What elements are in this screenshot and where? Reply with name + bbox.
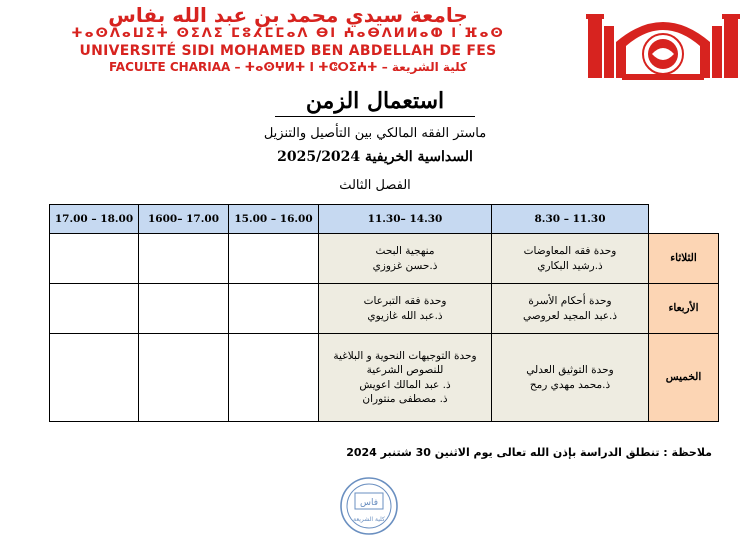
empty-cell xyxy=(139,284,229,334)
table-row xyxy=(50,234,719,284)
faculty-name: FACULTE CHARIAA – ⵜⴰⵙⵖⵍⵜ ⵏ ⵜⵛⵔⵉⵄⵜ – كلية الشريعة xyxy=(108,60,467,74)
course-title: منهجية البحث xyxy=(375,245,435,258)
corner-cell xyxy=(649,205,719,234)
timetable xyxy=(49,204,719,422)
course-cell xyxy=(319,334,492,422)
empty-cell xyxy=(50,284,139,334)
course-teacher: ذ.حسن غزوزي xyxy=(372,259,438,272)
empty-cell xyxy=(229,234,319,284)
course-teacher: ذ.عبد الله غازيوي xyxy=(367,309,443,322)
day-cell: الخميس xyxy=(649,334,719,422)
course-cell xyxy=(492,284,649,334)
empty-cell xyxy=(139,334,229,422)
course-cell xyxy=(319,234,492,284)
university-name-arabic: جامعة سيدي محمد بن عبد الله بفاس xyxy=(108,3,468,27)
course-title: وحدة التوثيق العدلي xyxy=(526,364,614,377)
faculty-stamp-icon xyxy=(334,475,404,537)
time-slot-header: 17.00 –1600 xyxy=(139,205,229,234)
title-underline xyxy=(275,116,475,117)
empty-cell xyxy=(139,234,229,284)
course-cell xyxy=(492,334,649,422)
course-title-continued: للنصوص الشرعية xyxy=(366,364,444,377)
timetable-header-row xyxy=(50,205,719,234)
course-title: وحدة التوجيهات النحوية و البلاغية xyxy=(333,350,477,363)
term-label: الفصل الثالث xyxy=(339,178,411,193)
time-slot-header: 16.00 – 15.00 xyxy=(229,205,319,234)
empty-cell xyxy=(229,334,319,422)
course-title: وحدة فقه المعاوضات xyxy=(523,245,617,258)
course-teacher: ذ.محمد مهدي رمح xyxy=(529,378,611,391)
page-title: استعمال الزمن xyxy=(305,88,445,114)
course-cell xyxy=(492,234,649,284)
program-name: ماستر الفقه المالكي بين التأصيل والتنزيل xyxy=(263,126,487,141)
stamp-faculty: كلية الشريعة xyxy=(353,516,385,523)
time-slot-header: 14.30 –11.30 xyxy=(319,205,492,234)
time-slot-header: 18.00 – 17.00 xyxy=(50,205,139,234)
day-cell: الثلاثاء xyxy=(649,234,719,284)
university-name-tifinagh: ⵜⴰⵙⴷⴰⵡⵉⵜ ⵙⵉⴷⵉ ⵎⵓⵃⵎⵎⴰⴷ ⴱⵏ ⵄⴰⴱⴷⵍⵍⴰⵀ ⵏ ⴼⴰⵙ xyxy=(71,26,505,41)
empty-cell xyxy=(50,334,139,422)
course-title: وحدة أحكام الأسرة xyxy=(528,295,612,308)
note-text: ملاحظة : تنطلق الدراسة بإذن الله تعالى يوم الاثنين 30 شتنبر 2024 xyxy=(346,446,712,459)
table-row xyxy=(50,334,719,422)
semester-label: السداسية الخريفية 2025/2024 xyxy=(277,149,473,165)
university-name-french: UNIVERSITÉ SIDI MOHAMED BEN ABDELLAH DE FES xyxy=(79,43,497,59)
course-title: وحدة فقه التبرعات xyxy=(363,295,447,308)
time-slot-header: 11.30 – 8.30 xyxy=(492,205,649,234)
course-teacher: ذ. عبد المالك اعويش xyxy=(359,378,451,391)
empty-cell xyxy=(50,234,139,284)
day-cell: الأربعاء xyxy=(649,284,719,334)
course-cell xyxy=(319,284,492,334)
course-teacher: ذ.عبد المجيد لعروصي xyxy=(522,309,618,322)
course-teacher: ذ. مصطفى منتوران xyxy=(362,392,448,405)
course-teacher: ذ.رشيد البكاري xyxy=(537,259,603,272)
stamp-city: فاس xyxy=(359,498,379,508)
university-logo-icon xyxy=(582,8,744,84)
empty-cell xyxy=(229,284,319,334)
table-row xyxy=(50,284,719,334)
